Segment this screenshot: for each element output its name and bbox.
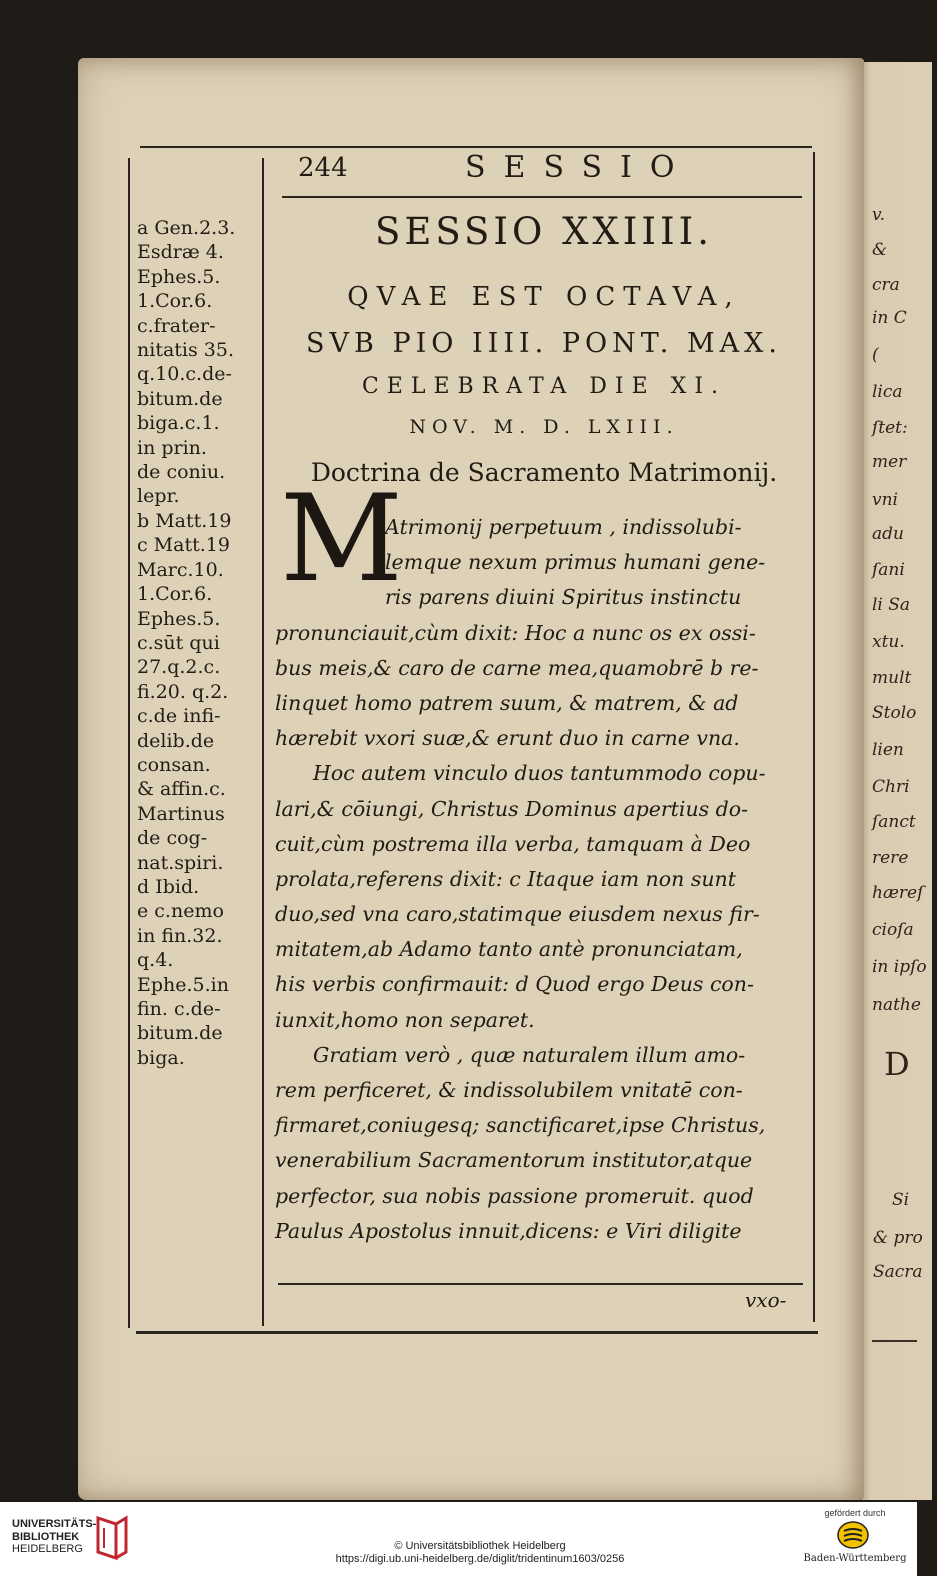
page-header [280,150,800,190]
margin-note: c.frater- [137,314,216,337]
body-line: cuit,cùm postrema illa verba, tamquam à Deo [275,831,751,856]
page-number: 244 [298,153,348,183]
margin-note: delib.de [137,729,215,752]
baden-wuerttemberg-crest-icon [836,1520,870,1550]
subtitle-line-2: SVB PIO IIII. PONT. MAX. [306,328,782,359]
footer-bar [0,1502,917,1576]
drop-cap: M [280,470,403,609]
margin-note: 27.q.2.c. [137,656,221,679]
margin-note: q.10.c.de- [137,363,232,386]
top-rule [140,146,812,148]
adjacent-page-fragment: lien [872,740,904,760]
margin-note: Ephe.5.in [137,973,229,996]
body-line: venerabilium Sacramentorum institutor,atque [275,1148,753,1173]
margin-note: & affin.c. [137,778,226,801]
margin-note: c.sūt qui [137,631,220,654]
adjacent-page-fragment: nathe [872,995,921,1015]
body-line: lari,& cōiungi, Christus Dominus apertius do- [275,796,749,821]
margin-note: de coniu. [137,461,226,484]
library-logo-icon [94,1514,128,1562]
body-line: Hoc autem vinculo duos tantummodo copu- [313,761,766,786]
margin-notes [137,216,262,1070]
margin-note: in fin.32. [137,924,223,947]
body-line: hærebit vxori suæ,& erunt duo in carne vna. [275,726,740,751]
margin-note: bitum.de [137,387,223,410]
adjacent-page-fragment: ( [872,345,879,365]
copyright-notice [280,1540,680,1566]
margin-note: d Ibid. [137,875,200,898]
margin-note: consan. [137,753,211,776]
body-line: bus meis,& caro de carne mea,quamobrē b re- [275,655,759,680]
body-line: rem perficeret, & indissolubilem vnitatē con- [275,1078,743,1102]
margin-note: bitum.de [137,1022,223,1045]
adjacent-page-fragment: v. [872,205,885,225]
margin-note: Esdræ 4. [137,241,224,264]
adjacent-page-fragment: in C [872,308,907,328]
adjacent-page-fragment: xtu. [872,632,905,652]
adjacent-page-fragment: in ipſo [872,957,927,977]
adjacent-page-initial: D [884,1045,910,1083]
subtitle-line-3: CELEBRATA DIE XI. [361,374,727,399]
margin-note: 1.Cor.6. [137,583,213,606]
margin-note: lepr. [137,485,180,508]
adjacent-page-fragment: & pro [873,1228,923,1248]
body-line: pronunciauit,cùm dixit: Hoc a nunc os ex ossi- [275,620,756,645]
adjacent-page-fragment: li Sa [872,595,911,615]
doctrina-heading: Doctrina de Sacramento Matrimonij. [310,458,778,487]
margin-note: b Matt.19 [137,509,232,532]
body-line: Paulus Apostolus innuit,dicens: e Viri diligite [275,1218,742,1243]
adjacent-page-fragment: rere [872,848,909,868]
body-line: duo,sed vna caro,statimque eiusdem nexus fir- [275,902,760,927]
adjacent-page-fragment: adu [872,524,904,544]
adjacent-page-fragment: cra [872,275,900,295]
margin-note: e c.nemo [137,900,224,923]
column-divider [262,158,264,1326]
margin-note: nat.spiri. [137,851,224,874]
adjacent-page-fragment: mer [872,452,907,472]
body-line: Gratiam verò , quæ naturalem illum amo- [313,1042,746,1067]
body-line: firmaret,coniugesq; sanctificaret,ipse Christus, [275,1113,766,1138]
adjacent-page-fragment: ſtet: [872,418,908,438]
body-line: Atrimonij perpetuum , indissolubi- [385,515,742,539]
margin-note: Ephes.5. [137,265,221,288]
funded-by-label: gefördert durch [824,1508,886,1518]
body-line: his verbis confirmauit: d Quod ergo Deus con- [275,972,754,997]
adjacent-page-fragment: hæreſ [872,883,924,903]
margin-note: biga.c.1. [137,412,220,435]
adjacent-page-fragment: Si [892,1190,910,1210]
body-line: ris parens diuini Spiritus instinctu [385,585,742,610]
body-line: lemque nexum primus humani gene- [385,550,766,575]
adjacent-page-fragment: Chri [872,777,910,797]
adjacent-page-fragment: ſanct [872,812,916,832]
adjacent-page-fragment: vni [872,490,898,510]
adjacent-page-fragment: lica [872,382,903,402]
copyright-text: © Universitätsbibliothek Heidelberg [394,1540,566,1552]
margin-note: c Matt.19 [137,534,230,557]
library-line-3: HEIDELBERG [12,1543,83,1555]
body-line: linquet homo patrem suum, & matrem, & ad [275,690,739,715]
margin-note: biga. [137,1046,185,1069]
margin-note: 1.Cor.6. [137,290,213,313]
margin-note: in prin. [137,436,207,459]
margin-note: fin. c.de- [137,998,221,1020]
margin-note: q.4. [137,949,174,972]
session-title: SESSIO XXIIII. [374,210,714,253]
subtitle-line-4: NOV. M. D. LXIII. [409,416,679,438]
funder-name: Baden-Württemberg [803,1553,907,1564]
catchword: vxo- [745,1288,787,1312]
adjacent-page-fragment: ſani [872,560,905,580]
adjacent-page-fragment: & [872,240,888,260]
header-rule [282,196,802,198]
body-line: prolata,referens dixit: c Itaque iam non sunt [275,866,736,891]
footer-rule [278,1283,803,1285]
adjacent-page-fragment: mult [872,668,912,688]
bottom-rule [136,1331,818,1334]
library-line-2: BIBLIOTHEK [12,1530,80,1543]
left-border [128,158,130,1328]
library-line-1: UNIVERSITÄTS- [12,1518,97,1530]
margin-note: fi.20. q.2. [137,680,229,703]
margin-note: nitatis 35. [137,339,234,362]
adjacent-page-rule [872,1340,917,1342]
margin-note: Marc.10. [137,558,224,581]
body-line: iunxit,homo non separet. [275,1007,535,1032]
running-head: SESSIO [465,150,693,185]
body-text [275,510,810,1249]
body-line: mitatem,ab Adamo tanto antè pronunciatam, [275,937,743,962]
margin-note: c.de infi- [137,705,221,728]
adjacent-page-fragment: Sacra [873,1262,923,1282]
margin-note: Ephes.5. [137,607,221,630]
body-line: perfector, sua nobis passione promeruit. quod [275,1183,754,1208]
margin-note: a Gen.2.3. [137,217,236,239]
margin-note: Martinus [137,802,225,825]
adjacent-page-fragment: Stolo [872,703,917,723]
adjacent-page-fragment: cioſa [872,920,914,940]
subtitle-line-1: QVAE EST OCTAVA, [347,282,741,312]
source-url[interactable]: https://digi.ub.uni-heidelberg.de/diglit/tridentinum1603/0256 [335,1553,625,1565]
margin-note: de cog- [137,827,208,850]
library-logo-text [12,1518,96,1556]
